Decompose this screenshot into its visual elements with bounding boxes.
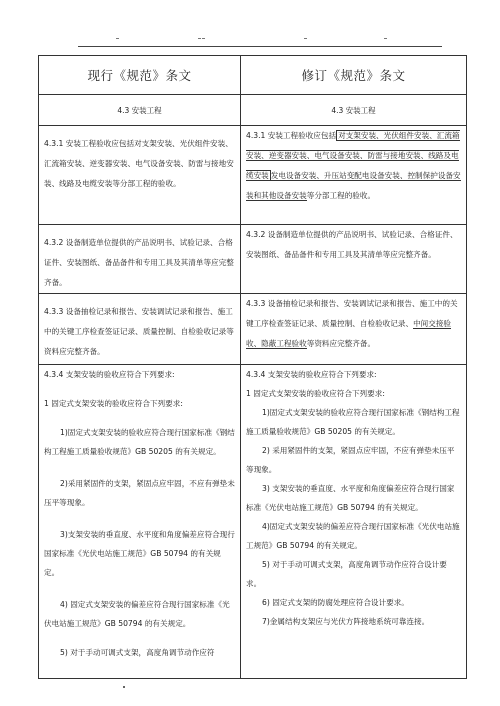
comparison-table [38, 55, 467, 679]
text-plain: 4.3.3 设备抽检记录和报告、安装调试记录和报告、施工中的关键工序检查签证记录、质量控制、自检验收记录、 [246, 299, 458, 328]
header-revised: 修订《规范》条文 [241, 56, 467, 95]
list-item: 7)金属结构支架应与光伏方阵接地系统可靠连接。 [262, 617, 430, 626]
list-item: 3)支架安装的垂直度、水平度和角度偏差应符合现行国家标准《光伏电站施工规范》GB 50794 的有关规定。 [44, 530, 235, 577]
section-left: 4.3 安装工程 [39, 95, 241, 126]
list-item: 1)固定式支架安装的验收应符合现行国家标准《钢结构工程施工质量验收规范》GB 50205 的有关规定。 [246, 408, 460, 436]
clause-text: 4.3.1 安装工程验收应包括对支架安装、光伏组件安装、汇流箱安装、逆变器安装、电气设备安装、防雷与接地安装、线路及电缆安装等分部工程的验收。 [44, 139, 234, 188]
list-item: 4)固定式支架安装的偏差应符合现行国家标准《光伏电站施工规范》GB 50794 的有关规定。 [246, 522, 460, 550]
list-item: 1)固定式支架安装的验收应符合现行国家标准《钢结构工程施工质量验收规范》GB 50205 的有关规定。 [44, 428, 235, 456]
clause-title: 4.3.4 支架安装的验收应符合下列要求: [44, 370, 175, 379]
text-inserted: 发电设备安装、升压站变配电设备安装、控制保护设备安装和其他设备安装 [246, 171, 461, 200]
clause-433-current [39, 294, 241, 365]
clause-text [246, 126, 461, 206]
clause-433-revised [241, 294, 467, 365]
clause-432-current [39, 225, 241, 294]
footer-mark [123, 686, 125, 688]
list-item: 6) 固定式支架的防腐处理应符合设计要求。 [262, 598, 409, 607]
clause-subtitle: 1 固定式支架安装的验收应符合下列要求: [246, 389, 385, 398]
clause-text: 4.3.2 设备制造单位提供的产品说明书、试验记录、合格证件、安装图纸、备品备件和专用工具及其清单等应完整齐备。 [44, 238, 234, 287]
list-item: 4) 固定式支架安装的偏差应符合现行国家标准《光伏电站施工规范》GB 50794 的有关规定。 [44, 600, 230, 628]
header-rule [78, 46, 442, 47]
clause-431-revised [241, 126, 467, 225]
clause-title: 4.3.4 支架安装的验收应符合下列要求: [246, 370, 377, 379]
text-struck: 对支架安装、光伏组件安装、汇流箱安装、逆变器安装、电气设备安装、防雷与接地安装、线路及电缆安装 [246, 131, 460, 180]
clause-432-revised [241, 225, 467, 294]
header-current: 现行《规范》条文 [39, 56, 241, 95]
section-right: 4.3 安装工程 [241, 95, 467, 126]
text-plain: 等资料应完整齐备。 [306, 339, 376, 348]
clause-434-revised [241, 365, 467, 679]
text-plain: 4.3.1 安装工程验收应包括 [246, 131, 337, 140]
list-item: 5) 对于手动可调式支架，高度角调节动作应符合设计要求。 [246, 560, 447, 588]
clause-text: 4.3.2 设备制造单位提供的产品说明书、试验记录、合格证件、安装图纸、备品备件和专用工具及其清单等应完整齐备。 [246, 230, 458, 259]
header-marks [78, 38, 442, 46]
clause-subtitle: 1 固定式支架安装的验收应符合下列要求: [44, 399, 183, 408]
list-item: 5) 对于手动可调式支架，高度角调节动作应符 [60, 648, 215, 657]
list-item: 3) 支架安装的垂直度、水平度和角度偏差应符合现行国家标准《光伏电站施工规范》GB 50794 的有关规定。 [246, 484, 455, 512]
clause-text: 4.3.3 设备抽检记录和报告、安装调试记录和报告、施工中的关键工序检查签证记录、质量控制、自检验收记录等资料应完整齐备。 [44, 307, 234, 356]
text-inserted: 中间交接验收、隐蔽工程验收 [246, 319, 452, 348]
text-plain: 等分部工程的验收。 [306, 191, 376, 200]
clause-434-current [39, 365, 241, 679]
clause-text [246, 294, 461, 354]
list-item: 2)采用紧固件的支架，紧固点应牢固，不应有弹垫未压平等现象。 [44, 479, 235, 507]
clause-431-current [39, 126, 241, 225]
list-item: 2) 采用紧固件的支架，紧固点应牢固，不应有弹垫未压平等现象。 [246, 446, 455, 474]
